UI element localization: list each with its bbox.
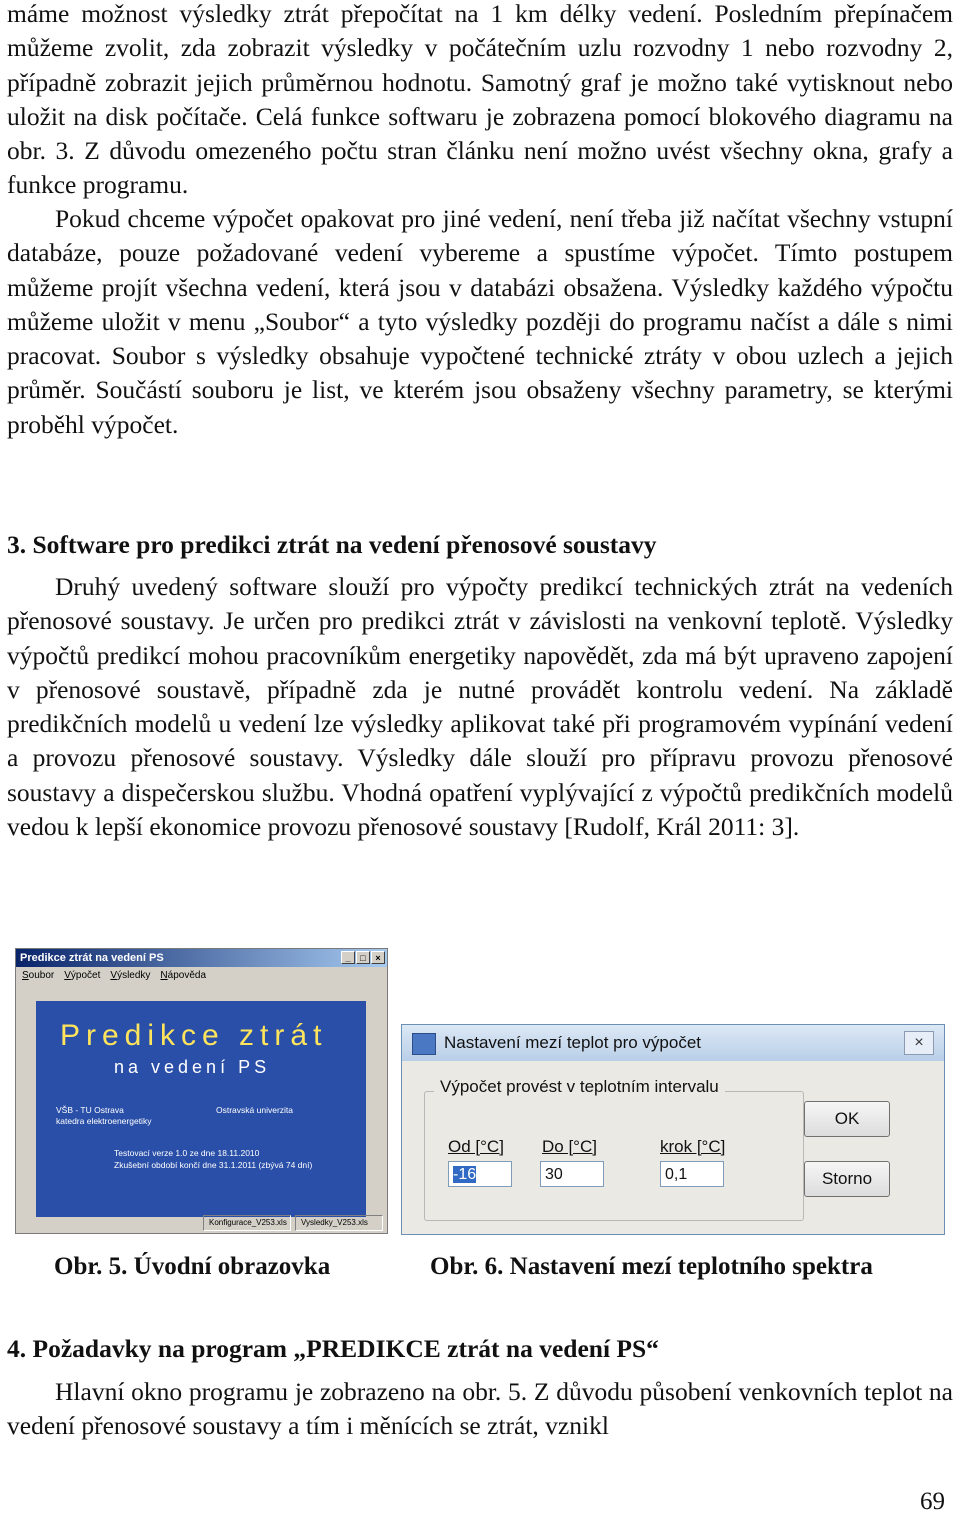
main-window-titlebar [16, 949, 387, 967]
paragraph-1: máme možnost výsledky ztrát přepočítat na 1 km délky vedení. Posledním přepínačem můžeme zvolit, zda zobrazit výsledky v počátečním uzlu rozvodny 1 nebo rozvodny 2, případně zobrazit jejich průměrnou hodnotu. Samotný graf je možno také vytisknout nebo uložit na disk počítače. Celá funkce softwaru je zobrazena pomocí blokového diagramu na obr. 3. Z důvodu omezeného počtu stran článku není možno uvést všechny okna, grafy a funkce programu. [7, 0, 953, 200]
splash-org-left [56, 1105, 151, 1127]
page-number: 69 [920, 1488, 945, 1515]
figures-row [15, 948, 945, 1240]
menu-item-vypocet[interactable]: Výpočet [64, 970, 101, 981]
storno-button[interactable]: Storno [804, 1161, 890, 1197]
od-input[interactable] [448, 1161, 512, 1187]
figure-6-caption: Obr. 6. Nastavení mezí teplotního spektra [430, 1253, 873, 1280]
paragraph-2-text: Pokud chceme výpočet opakovat pro jiné vedení, není třeba již načítat všechny vstupní databáze, pouze požadované vedení vybereme a spustíme výpočet. Tímto postupem můžeme projít všechna vedení, která jsou v databázi obsažena. Výsledky každého výpočtu můžeme uložit v menu „Soubor“ a tyto výsledky později do programu načíst a dále s nimi pracovat. Soubor s výsledky obsahuje vypočtené technické ztráty v obou uzlech a jejich průměr. Součástí souboru je list, ve kterém jsou obsaženy všechny parametry, se kterými proběhl výpočet. [7, 204, 953, 439]
status-config-file: Konfigurace_V253.xls [203, 1215, 291, 1231]
close-icon[interactable]: × [371, 951, 385, 964]
dialog-title: Nastavení mezí teplot pro výpočet [444, 1033, 702, 1052]
splash-title: Predikce ztrát [60, 1019, 328, 1052]
section-4-heading: 4. Požadavky na program „PREDIKCE ztrát na vedení PS“ [7, 1334, 659, 1363]
paragraph-4 [7, 1375, 953, 1444]
close-icon[interactable]: × [904, 1031, 934, 1055]
figure-5-caption: Obr. 5. Úvodní obrazovka [54, 1253, 331, 1280]
splash-subtitle: na vedení PS [114, 1057, 271, 1077]
minimize-icon[interactable]: _ [341, 951, 355, 964]
menu-item-vysledky[interactable]: Výsledky [110, 970, 151, 981]
od-label: Od [°C] [448, 1137, 504, 1156]
menu-item-soubor[interactable]: Soubor [22, 970, 55, 981]
maximize-icon[interactable]: □ [356, 951, 370, 964]
version-line-2: Zkušební období končí dne 31.1.2011 (zbývá 74 dní) [114, 1160, 313, 1170]
dialog-titlebar [402, 1025, 944, 1061]
od-value: -16 [453, 1166, 477, 1183]
figure-6-dialog [401, 1024, 945, 1235]
app-icon [412, 1033, 436, 1055]
status-results-file: Vysledky_V253.xls [295, 1215, 383, 1231]
splash-version [114, 1147, 312, 1171]
krok-label: krok [°C] [660, 1137, 726, 1156]
interval-group-label: Výpočet provést v teplotním intervalu [434, 1077, 725, 1097]
main-window-title: Predikce ztrát na vedení PS [20, 952, 164, 964]
paragraph-3 [7, 570, 953, 844]
version-line-1: Testovací verze 1.0 ze dne 18.11.2010 [114, 1148, 260, 1158]
ok-button[interactable]: OK [804, 1101, 890, 1137]
do-label: Do [°C] [542, 1137, 597, 1156]
section-3-heading: 3. Software pro predikci ztrát na vedení přenosové soustavy [7, 530, 657, 559]
main-menu-bar [16, 967, 387, 985]
paragraph-3-text: Druhý uvedený software slouží pro výpočty predikcí technických ztrát na vedeních přenosové soustavy. Je určen pro predikci ztrát v závislosti na venkovní teplotě. Výsledky výpočtů predikcí mohou pracovníkům energetiky napovědět, zda má být upraveno zapojení v přenosové soustavě, případně zda je nutné provádět kontrolu vedení. Na základě predikčních modelů u vedení lze výsledky aplikovat také při programovém vypínání vedení a provozu přenosové soustavy. Výsledky dále slouží pro přípravu provozu přenosové soustavy a dispečerskou službu. Vhodná opatření vyplývající z výpočtů predikčních modelů vedou k lepší ekonomice provozu přenosové soustavy [Rudolf, Král 2011: 3]. [7, 572, 953, 842]
paragraph-2 [7, 202, 953, 442]
menu-item-napoveda[interactable]: Nápověda [160, 970, 207, 981]
org-left-line-2: katedra elektroenergetiky [56, 1116, 152, 1126]
krok-input[interactable]: 0,1 [660, 1161, 724, 1187]
org-left-line-1: VŠB - TU Ostrava [56, 1105, 124, 1115]
status-bar [16, 1215, 387, 1231]
splash-panel [36, 1001, 366, 1217]
splash-org-right: Ostravská univerzita [216, 1105, 293, 1115]
figure-5-main-window [15, 948, 388, 1234]
do-input[interactable]: 30 [540, 1161, 604, 1187]
paragraph-4-text: Hlavní okno programu je zobrazeno na obr. 5. Z důvodu působení venkovních teplot na vedení přenosové soustavy a tím i měnících se ztrát, vznikl [7, 1377, 953, 1441]
